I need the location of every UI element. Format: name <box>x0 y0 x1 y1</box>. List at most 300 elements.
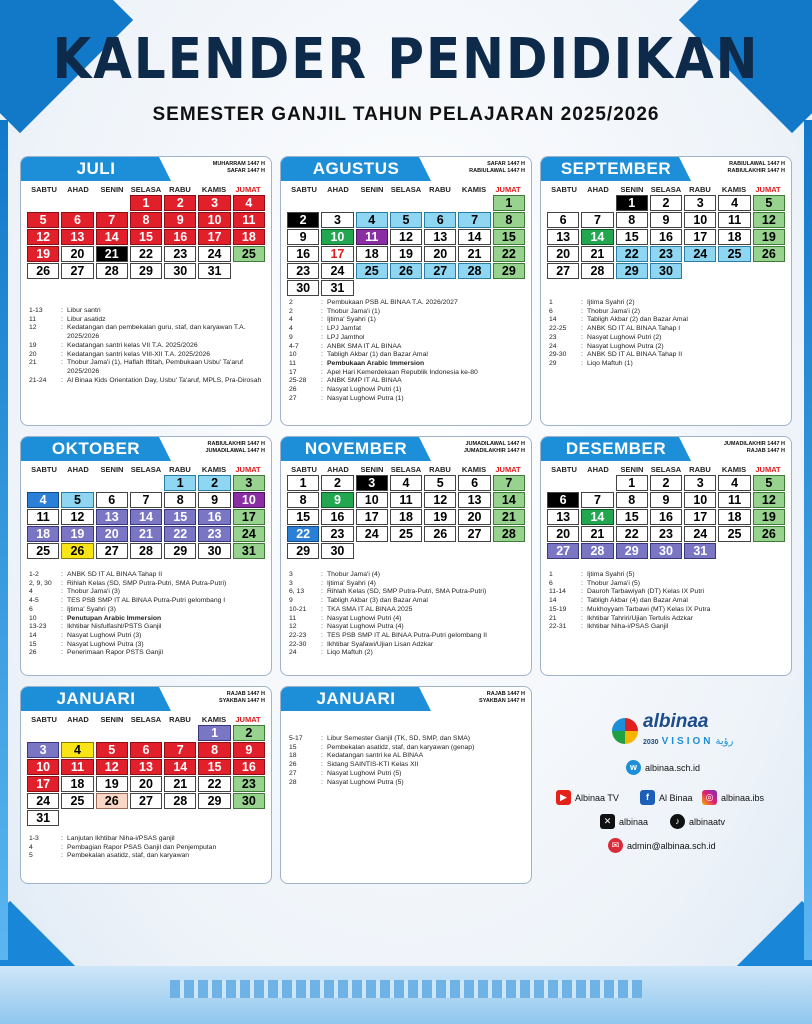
day-cell[interactable]: 8 <box>198 742 230 758</box>
day-cell[interactable]: 4 <box>27 492 59 508</box>
day-cell[interactable]: 6 <box>458 475 490 491</box>
event-separator: : <box>321 631 323 639</box>
weekday-ahad: AHAD <box>67 715 89 724</box>
empty-cell <box>96 725 128 741</box>
day-cell[interactable]: 14 <box>164 759 196 775</box>
day-cell[interactable]: 25 <box>233 246 265 262</box>
event-date: 24 <box>289 649 297 657</box>
day-cell[interactable]: 7 <box>458 212 490 228</box>
day-cell[interactable]: 17 <box>356 509 388 525</box>
day-cell[interactable]: 29 <box>287 543 319 559</box>
day-cell[interactable]: 6 <box>130 742 162 758</box>
day-cell[interactable]: 25 <box>718 526 750 542</box>
event-note <box>29 852 265 861</box>
day-cell[interactable]: 26 <box>27 263 59 279</box>
event-date: 22-23 <box>289 631 307 639</box>
day-cell[interactable]: 28 <box>581 543 613 559</box>
event-text: Libur asatidz <box>67 315 106 323</box>
day-cell[interactable]: 15 <box>616 229 648 245</box>
day-cell[interactable]: 31 <box>321 280 353 296</box>
day-cell[interactable]: 7 <box>96 212 128 228</box>
day-cell[interactable]: 6 <box>547 212 579 228</box>
day-cell[interactable]: 29 <box>198 793 230 809</box>
event-text: Al Binaa Kids Orientation Day, Usbu' Ta'aruf, MPLS, Pra-Dirosah <box>67 376 262 384</box>
day-cell[interactable]: 7 <box>581 212 613 228</box>
day-cell[interactable]: 17 <box>233 509 265 525</box>
day-cell[interactable]: 17 <box>321 246 353 262</box>
empty-cell <box>390 195 422 211</box>
day-cell[interactable]: 19 <box>753 509 785 525</box>
event-note <box>289 386 525 395</box>
day-cell[interactable]: 24 <box>356 526 388 542</box>
instagram-link[interactable] <box>702 790 764 805</box>
event-separator: : <box>61 835 63 842</box>
event-date: 22-25 <box>549 325 567 333</box>
day-cell[interactable]: 31 <box>233 543 265 559</box>
day-cell[interactable]: 18 <box>356 246 388 262</box>
day-cell[interactable]: 3 <box>233 475 265 491</box>
day-cell[interactable]: 18 <box>390 509 422 525</box>
day-cell[interactable]: 10 <box>684 492 716 508</box>
day-cell[interactable]: 30 <box>233 793 265 809</box>
day-cell[interactable]: 20 <box>130 776 162 792</box>
day-cell[interactable]: 12 <box>96 759 128 775</box>
day-cell[interactable]: 23 <box>650 246 682 262</box>
day-cell[interactable]: 10 <box>684 212 716 228</box>
day-cell[interactable]: 12 <box>424 492 456 508</box>
day-cell[interactable]: 5 <box>390 212 422 228</box>
empty-cell <box>130 725 162 741</box>
day-cell[interactable]: 6 <box>61 212 93 228</box>
day-cell[interactable]: 19 <box>27 246 59 262</box>
event-date: 21 <box>29 359 37 367</box>
day-cell[interactable]: 19 <box>390 246 422 262</box>
day-cell[interactable]: 10 <box>27 759 59 775</box>
event-note <box>289 752 525 761</box>
day-cell[interactable]: 25 <box>356 263 388 279</box>
event-notes <box>289 571 525 658</box>
day-cell[interactable]: 7 <box>493 475 525 491</box>
day-cell[interactable]: 1 <box>198 725 230 741</box>
event-separator: : <box>321 351 323 359</box>
day-cell[interactable]: 2 <box>650 475 682 491</box>
day-cell[interactable]: 18 <box>718 509 750 525</box>
day-cell[interactable]: 15 <box>287 509 319 525</box>
event-date: 15 <box>289 743 297 751</box>
weekday-senin: SENIN <box>360 185 384 194</box>
day-cell[interactable]: 27 <box>130 793 162 809</box>
day-cell[interactable]: 13 <box>547 509 579 525</box>
day-cell[interactable]: 19 <box>424 509 456 525</box>
day-cell[interactable]: 8 <box>287 492 319 508</box>
day-cell[interactable]: 23 <box>164 246 196 262</box>
day-cell[interactable]: 14 <box>493 492 525 508</box>
day-cell[interactable]: 2 <box>287 212 319 228</box>
website-link[interactable] <box>626 760 700 775</box>
event-date: 20 <box>29 350 37 358</box>
day-cell[interactable]: 28 <box>581 263 613 279</box>
event-text: Tabligh Akbar (2) dan Bazar Amal <box>587 316 688 324</box>
day-cell[interactable]: 12 <box>753 492 785 508</box>
empty-cell <box>458 543 490 559</box>
x-link[interactable] <box>600 814 648 829</box>
day-cell[interactable]: 19 <box>753 229 785 245</box>
day-cell[interactable]: 1 <box>287 475 319 491</box>
day-cell[interactable]: 9 <box>287 229 319 245</box>
day-cell[interactable]: 20 <box>547 526 579 542</box>
day-cell[interactable]: 20 <box>61 246 93 262</box>
day-cell[interactable]: 30 <box>287 280 319 296</box>
day-cell[interactable]: 20 <box>424 246 456 262</box>
event-note <box>289 395 525 404</box>
weekday-ahad: AHAD <box>67 465 89 474</box>
event-date: 3 <box>289 579 293 587</box>
event-separator: : <box>581 359 583 367</box>
event-date: 26 <box>289 761 297 769</box>
day-cell[interactable]: 29 <box>164 543 196 559</box>
day-cell[interactable]: 2 <box>233 725 265 741</box>
day-cell[interactable]: 29 <box>616 543 648 559</box>
day-cell[interactable]: 16 <box>650 509 682 525</box>
day-cell[interactable]: 15 <box>130 229 162 245</box>
day-cell[interactable]: 22 <box>198 776 230 792</box>
hijri-month-2: SYAKBAN 1447 H <box>219 698 265 704</box>
day-cell[interactable]: 3 <box>27 742 59 758</box>
day-cell[interactable]: 15 <box>164 509 196 525</box>
day-cell[interactable]: 16 <box>164 229 196 245</box>
day-cell[interactable]: 30 <box>650 543 682 559</box>
day-cell[interactable]: 2 <box>198 475 230 491</box>
day-cell[interactable]: 1 <box>130 195 162 211</box>
day-cell[interactable]: 10 <box>233 492 265 508</box>
day-cell[interactable]: 18 <box>61 776 93 792</box>
day-cell[interactable]: 21 <box>130 526 162 542</box>
hijri-month-1: JUMADILAWAL 1447 H <box>465 441 525 447</box>
day-cell[interactable]: 15 <box>616 509 648 525</box>
day-cell[interactable]: 3 <box>198 195 230 211</box>
event-date: 4-5 <box>29 597 39 605</box>
day-cell[interactable]: 16 <box>198 509 230 525</box>
day-cell[interactable]: 26 <box>753 246 785 262</box>
day-cell[interactable]: 29 <box>493 263 525 279</box>
day-cell[interactable]: 17 <box>684 229 716 245</box>
day-cell[interactable]: 21 <box>581 246 613 262</box>
day-cell[interactable]: 14 <box>581 509 613 525</box>
event-separator: : <box>321 333 323 341</box>
day-cell[interactable]: 11 <box>27 509 59 525</box>
empty-cell <box>356 280 388 296</box>
month-card-januari <box>20 686 272 884</box>
hijri-month-1: RABIULAWAL 1447 H <box>729 161 785 167</box>
event-date: 29-30 <box>549 351 567 359</box>
day-cell[interactable]: 8 <box>616 492 648 508</box>
day-cell[interactable]: 5 <box>27 212 59 228</box>
event-text: Apel Hari Kemerdekaan Republik Indonesia ke-80 <box>327 368 478 376</box>
event-text: Tabligh Akbar (3) dan Bazar Amal <box>327 597 428 605</box>
tiktok-link[interactable] <box>670 814 725 829</box>
day-cell[interactable]: 27 <box>458 526 490 542</box>
empty-cell <box>424 195 456 211</box>
day-cell[interactable]: 22 <box>616 246 648 262</box>
day-cell[interactable]: 8 <box>164 492 196 508</box>
day-cell[interactable]: 27 <box>547 263 579 279</box>
event-note <box>289 641 525 650</box>
event-note <box>289 632 525 641</box>
day-cell[interactable]: 13 <box>547 229 579 245</box>
event-separator: : <box>61 315 63 323</box>
day-cell[interactable]: 4 <box>718 475 750 491</box>
weekday-header <box>27 185 265 194</box>
empty-cell <box>547 195 579 211</box>
day-cell[interactable]: 7 <box>164 742 196 758</box>
day-cell[interactable]: 22 <box>130 246 162 262</box>
event-separator: : <box>61 341 63 349</box>
day-cell[interactable]: 27 <box>424 263 456 279</box>
day-cell[interactable]: 11 <box>233 212 265 228</box>
day-cell[interactable]: 4 <box>233 195 265 211</box>
day-cell[interactable]: 10 <box>356 492 388 508</box>
day-cell[interactable]: 10 <box>321 229 353 245</box>
day-cell[interactable]: 4 <box>61 742 93 758</box>
hijri-month-1: RABIULAKHIR 1447 H <box>207 441 265 447</box>
x-text: albinaa <box>619 816 649 827</box>
month-card-september <box>540 156 792 426</box>
day-cell[interactable]: 28 <box>130 543 162 559</box>
event-date: 9 <box>289 333 293 341</box>
day-cell[interactable]: 24 <box>233 526 265 542</box>
day-cell[interactable]: 21 <box>164 776 196 792</box>
day-cell[interactable]: 23 <box>198 526 230 542</box>
day-cell[interactable]: 31 <box>198 263 230 279</box>
day-cell[interactable]: 2 <box>321 475 353 491</box>
day-cell[interactable]: 16 <box>321 509 353 525</box>
day-cell[interactable]: 24 <box>321 263 353 279</box>
day-cell[interactable]: 12 <box>27 229 59 245</box>
day-cell[interactable]: 23 <box>233 776 265 792</box>
day-cell[interactable]: 15 <box>198 759 230 775</box>
weekday-ahad: AHAD <box>67 185 89 194</box>
day-cell[interactable]: 9 <box>321 492 353 508</box>
event-note <box>289 770 525 779</box>
day-cell[interactable]: 18 <box>718 229 750 245</box>
weekday-sabtu: SABTU <box>31 715 57 724</box>
day-cell[interactable]: 25 <box>390 526 422 542</box>
event-text: Ikhtibar Tahriri/Ujian Tertulis Adzkar <box>587 614 693 622</box>
day-cell[interactable]: 17 <box>684 509 716 525</box>
day-cell[interactable]: 20 <box>458 509 490 525</box>
day-cell[interactable]: 11 <box>356 229 388 245</box>
day-cell[interactable]: 8 <box>616 212 648 228</box>
day-cell[interactable]: 1 <box>164 475 196 491</box>
facebook-link[interactable] <box>640 790 693 805</box>
day-cell[interactable]: 9 <box>164 212 196 228</box>
day-cell[interactable]: 22 <box>287 526 319 542</box>
day-cell[interactable]: 16 <box>287 246 319 262</box>
day-cell[interactable]: 14 <box>581 229 613 245</box>
day-cell[interactable]: 29 <box>616 263 648 279</box>
day-cell[interactable]: 3 <box>684 195 716 211</box>
event-separator: : <box>321 299 323 306</box>
day-cell[interactable]: 6 <box>96 492 128 508</box>
empty-cell <box>198 810 230 826</box>
day-cell[interactable]: 17 <box>198 229 230 245</box>
day-cell[interactable]: 21 <box>493 509 525 525</box>
day-cell[interactable]: 24 <box>684 526 716 542</box>
day-cell[interactable]: 20 <box>547 246 579 262</box>
day-cell[interactable]: 8 <box>130 212 162 228</box>
event-text: Tabligh Akbar (1) dan Bazar Amal <box>327 351 428 359</box>
day-cell[interactable]: 28 <box>458 263 490 279</box>
day-cell[interactable]: 26 <box>753 526 785 542</box>
day-cell[interactable]: 11 <box>61 759 93 775</box>
day-cell[interactable]: 9 <box>650 212 682 228</box>
day-cell[interactable]: 4 <box>718 195 750 211</box>
day-cell[interactable]: 8 <box>493 212 525 228</box>
day-cell[interactable]: 13 <box>424 229 456 245</box>
day-cell[interactable]: 23 <box>287 263 319 279</box>
youtube-link[interactable] <box>556 790 619 805</box>
day-cell[interactable]: 28 <box>493 526 525 542</box>
day-cell[interactable]: 27 <box>547 543 579 559</box>
day-cell[interactable]: 5 <box>96 742 128 758</box>
event-separator: : <box>581 333 583 341</box>
day-cell[interactable]: 13 <box>61 229 93 245</box>
event-separator: : <box>61 649 63 657</box>
day-cell[interactable]: 7 <box>581 492 613 508</box>
day-cell[interactable]: 10 <box>198 212 230 228</box>
day-cell[interactable]: 21 <box>96 246 128 262</box>
day-cell[interactable]: 26 <box>390 263 422 279</box>
day-cell[interactable]: 14 <box>130 509 162 525</box>
day-cell[interactable]: 19 <box>96 776 128 792</box>
day-cell[interactable]: 24 <box>27 793 59 809</box>
day-cell[interactable]: 12 <box>390 229 422 245</box>
day-cell[interactable]: 29 <box>130 263 162 279</box>
weekday-kamis: KAMIS <box>201 185 227 194</box>
day-cell[interactable]: 12 <box>61 509 93 525</box>
event-note <box>29 597 265 606</box>
day-cell[interactable]: 1 <box>616 475 648 491</box>
day-cell[interactable]: 28 <box>164 793 196 809</box>
day-cell[interactable]: 23 <box>650 526 682 542</box>
day-cell[interactable]: 13 <box>458 492 490 508</box>
day-cell[interactable]: 23 <box>321 526 353 542</box>
month-name: JULI <box>76 159 116 178</box>
day-cell[interactable]: 21 <box>581 526 613 542</box>
day-cell[interactable]: 14 <box>458 229 490 245</box>
day-cell[interactable]: 2 <box>650 195 682 211</box>
event-note <box>29 342 265 351</box>
day-cell[interactable]: 7 <box>130 492 162 508</box>
day-cell[interactable]: 18 <box>27 526 59 542</box>
day-cell[interactable]: 22 <box>164 526 196 542</box>
day-cell[interactable]: 24 <box>684 246 716 262</box>
day-cell[interactable]: 30 <box>198 543 230 559</box>
day-cell[interactable]: 15 <box>493 229 525 245</box>
day-cell[interactable]: 4 <box>390 475 422 491</box>
event-separator: : <box>581 605 583 613</box>
event-note <box>289 316 525 325</box>
day-cell[interactable]: 11 <box>718 212 750 228</box>
day-cell[interactable]: 30 <box>164 263 196 279</box>
event-text: Ijtima' Syahri (3) <box>67 605 116 613</box>
day-cell[interactable]: 26 <box>61 543 93 559</box>
day-cell[interactable]: 2 <box>164 195 196 211</box>
day-cell[interactable]: 5 <box>61 492 93 508</box>
day-cell[interactable]: 24 <box>198 246 230 262</box>
day-cell[interactable]: 25 <box>27 543 59 559</box>
day-cell[interactable]: 5 <box>753 475 785 491</box>
day-cell[interactable]: 9 <box>650 492 682 508</box>
event-text: Penutupan Arabic Immersion <box>67 614 162 622</box>
day-cell[interactable]: 28 <box>96 263 128 279</box>
day-cell[interactable]: 13 <box>96 509 128 525</box>
day-cell[interactable]: 12 <box>753 212 785 228</box>
hijri-month-1: MUHARRAM 1447 H <box>212 161 265 167</box>
hijri-month-1: SAFAR 1447 H <box>487 161 525 167</box>
day-cell[interactable]: 17 <box>27 776 59 792</box>
day-cell[interactable]: 30 <box>321 543 353 559</box>
event-notes <box>29 307 265 385</box>
day-cell[interactable]: 9 <box>233 742 265 758</box>
day-cell[interactable]: 16 <box>233 759 265 775</box>
day-cell[interactable]: 21 <box>458 246 490 262</box>
day-cell[interactable]: 3 <box>321 212 353 228</box>
day-cell[interactable]: 25 <box>61 793 93 809</box>
day-cell[interactable]: 13 <box>130 759 162 775</box>
day-cell[interactable]: 4 <box>356 212 388 228</box>
day-cell[interactable]: 30 <box>650 263 682 279</box>
day-cell[interactable]: 5 <box>753 195 785 211</box>
day-cell[interactable]: 14 <box>96 229 128 245</box>
day-cell[interactable]: 3 <box>356 475 388 491</box>
day-cell[interactable]: 31 <box>27 810 59 826</box>
day-cell[interactable]: 11 <box>718 492 750 508</box>
day-cell[interactable]: 6 <box>424 212 456 228</box>
event-text: LPJ Jamfat <box>327 325 361 333</box>
day-cell[interactable]: 26 <box>424 526 456 542</box>
day-cell[interactable]: 27 <box>61 263 93 279</box>
empty-cell <box>581 475 613 491</box>
day-grid <box>287 475 525 559</box>
day-cell[interactable]: 1 <box>616 195 648 211</box>
event-date: 4-7 <box>289 342 299 350</box>
day-cell[interactable]: 9 <box>198 492 230 508</box>
day-cell[interactable]: 3 <box>684 475 716 491</box>
weekday-rabu: RABU <box>689 465 711 474</box>
weekday-header <box>27 465 265 474</box>
day-cell[interactable]: 5 <box>424 475 456 491</box>
albinaa-logo-mark <box>612 718 638 744</box>
day-cell[interactable]: 11 <box>390 492 422 508</box>
day-cell[interactable]: 6 <box>547 492 579 508</box>
day-cell[interactable]: 22 <box>616 526 648 542</box>
day-cell[interactable]: 22 <box>493 246 525 262</box>
day-cell[interactable]: 27 <box>96 543 128 559</box>
empty-cell <box>164 725 196 741</box>
weekday-kamis: KAMIS <box>201 465 227 474</box>
day-cell[interactable]: 19 <box>61 526 93 542</box>
facebook-icon: f <box>640 790 655 805</box>
day-cell[interactable]: 1 <box>493 195 525 211</box>
day-cell[interactable]: 26 <box>96 793 128 809</box>
email-link[interactable] <box>608 838 716 853</box>
day-cell[interactable]: 16 <box>650 229 682 245</box>
day-cell[interactable]: 20 <box>96 526 128 542</box>
day-cell[interactable]: 18 <box>233 229 265 245</box>
day-cell[interactable]: 25 <box>718 246 750 262</box>
day-cell[interactable]: 31 <box>684 543 716 559</box>
